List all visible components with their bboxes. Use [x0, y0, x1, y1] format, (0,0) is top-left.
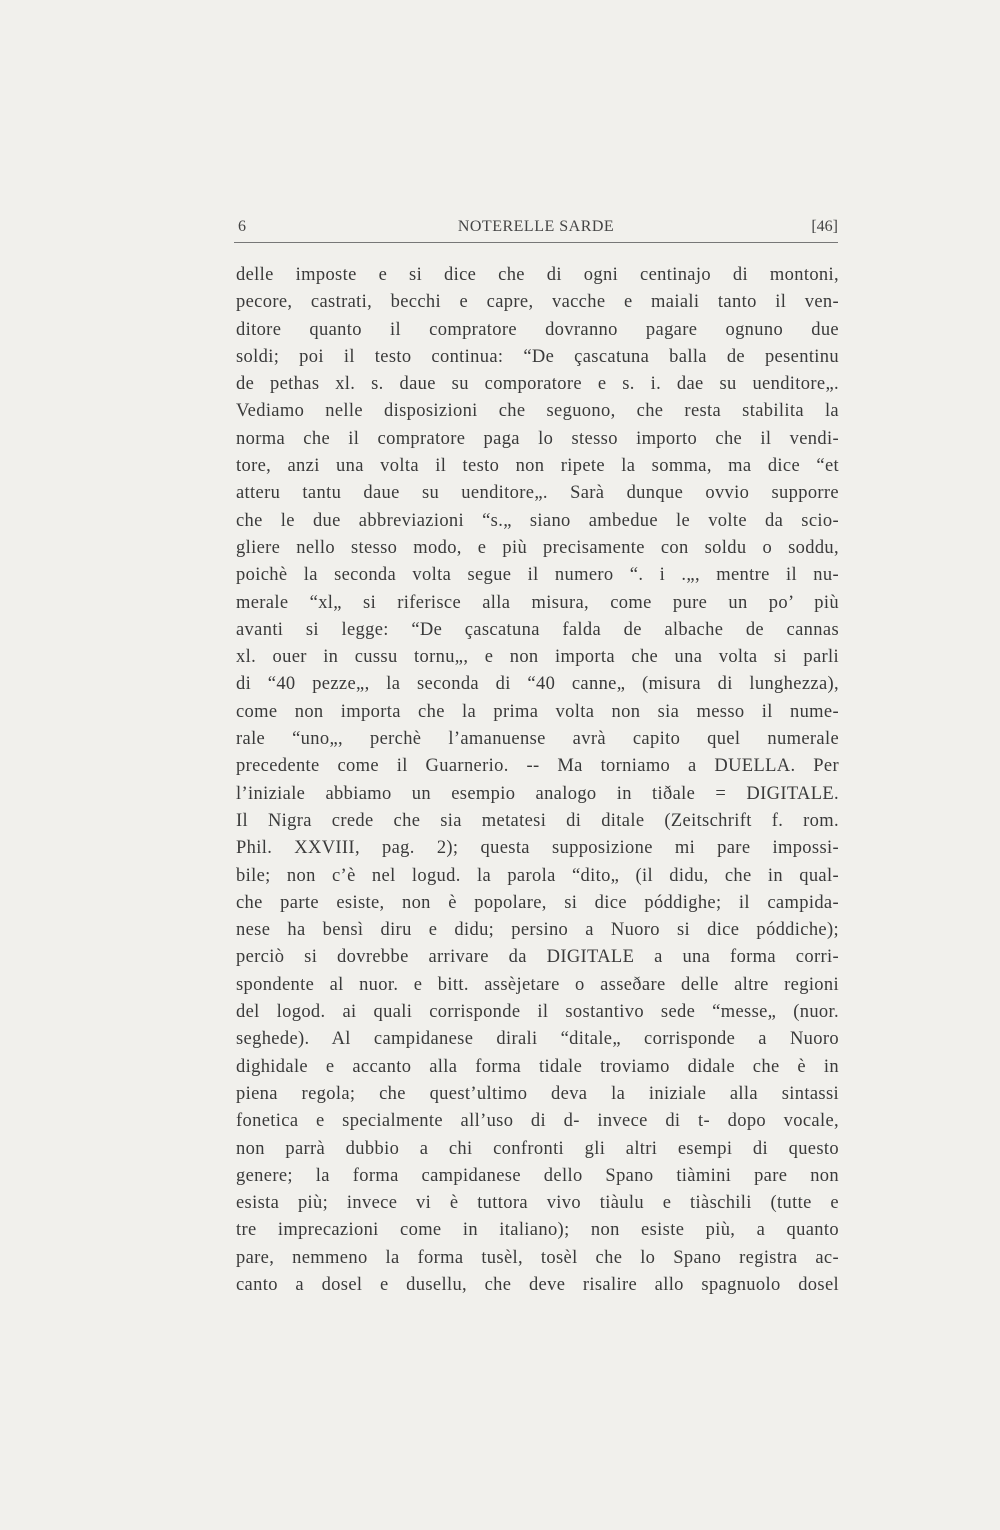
body-line: norma che il compratore paga lo stesso importo che il vendi- [236, 428, 839, 449]
body-line: piena regola; che quest’ultimo deva la iniziale alla sintassi [236, 1083, 839, 1104]
body-line: l’iniziale abbiamo un esempio analogo in tiðale = DIGITALE. [236, 783, 839, 804]
body-line: Phil. XXVIII, pag. 2); questa supposizione mi pare impossi- [236, 838, 839, 859]
body-line: xl. ouer in cussu tornu„, e non importa che una volta si parli [236, 647, 839, 668]
body-line: bile; non c’è nel logud. la parola “dito„ (il didu, che in qual- [236, 865, 839, 886]
body-line: merale “xl„ si riferisce alla misura, come pure un po’ più [236, 592, 839, 613]
body-line: tore, anzi una volta il testo non ripete la somma, ma dice “et [236, 456, 839, 477]
body-line: di “40 pezze„, la seconda di “40 canne„ (misura di lunghezza), [236, 674, 839, 695]
body-line: pare, nemmeno la forma tusèl, tosèl che lo Spano registra ac- [236, 1247, 839, 1268]
body-line: che parte esiste, non è popolare, si dice póddighe; il campida- [236, 892, 839, 913]
body-line: nese ha bensì diru e didu; persino a Nuoro si dice póddiche); [236, 920, 839, 941]
running-title: NOTERELLE SARDE [457, 218, 615, 235]
body-line: ditore quanto il compratore dovranno pagare ognuno due [236, 319, 839, 340]
body-line: come non importa che la prima volta non sia messo il nume- [236, 701, 839, 722]
body-line: esista più; invece vi è tuttora vivo tiàulu e tiàschili (tutte e [236, 1193, 839, 1214]
body-line: rale “uno„, perchè l’amanuense avrà capito quel numerale [236, 729, 839, 750]
body-text [236, 262, 839, 1299]
body-line: dighidale e accanto alla forma tidale troviamo didale che è in [236, 1056, 839, 1077]
header-rule [234, 242, 838, 243]
body-line: precedente come il Guarnerio. -- Ma torniamo a DUELLA. Per [236, 756, 839, 777]
body-line: non parrà dubbio a chi confronti gli altri esempi di questo [236, 1138, 839, 1159]
body-line: genere; la forma campidanese dello Spano tiàmini pare non [236, 1165, 839, 1186]
body-line: fonetica e specialmente all’uso di d- invece di t- dopo vocale, [236, 1111, 839, 1132]
body-line: Il Nigra crede che sia metatesi di ditale (Zeitschrift f. rom. [236, 810, 839, 831]
bracket-reference: [46] [811, 218, 838, 235]
body-line: canto a dosel e dusellu, che deve risalire allo spagnuolo dosel [236, 1274, 839, 1295]
body-line: perciò si dovrebbe arrivare da DIGITALE a una forma corri- [236, 947, 839, 968]
body-line: che le due abbreviazioni “s.„ siano ambedue le volte da scio- [236, 510, 839, 531]
body-line: atteru tantu daue su uenditore„. Sarà dunque ovvio supporre [236, 483, 839, 504]
body-line: tre imprecazioni come in italiano); non esiste più, a quanto [236, 1220, 839, 1241]
running-header [234, 212, 838, 240]
body-line: del logod. ai quali corrisponde il sostantivo sede “messe„ (nuor. [236, 1002, 839, 1023]
body-line: seghede). Al campidanese dirali “ditale„ corrisponde a Nuoro [236, 1029, 839, 1050]
body-line: gliere nello stesso modo, e più precisamente con soldu o soddu, [236, 537, 839, 558]
page-number: 6 [238, 218, 246, 235]
body-line: pecore, castrati, becchi e capre, vacche e maiali tanto il ven- [236, 292, 839, 313]
body-line: de pethas xl. s. daue su comporatore e s. i. dae su uenditore„. [236, 374, 839, 395]
body-line: delle imposte e si dice che di ogni centinajo di montoni, [236, 265, 839, 285]
body-line: spondente al nuor. e bitt. assèjetare o asseðare delle altre regioni [236, 974, 839, 995]
body-line: soldi; poi il testo continua: “De çascatuna balla de pesentinu [236, 346, 839, 367]
body-line: avanti si legge: “De çascatuna falda de albache de cannas [236, 619, 839, 640]
body-line: poichè la seconda volta segue il numero “. i .„, mentre il nu- [236, 565, 839, 586]
body-line: Vediamo nelle disposizioni che seguono, che resta stabilita la [236, 401, 839, 422]
